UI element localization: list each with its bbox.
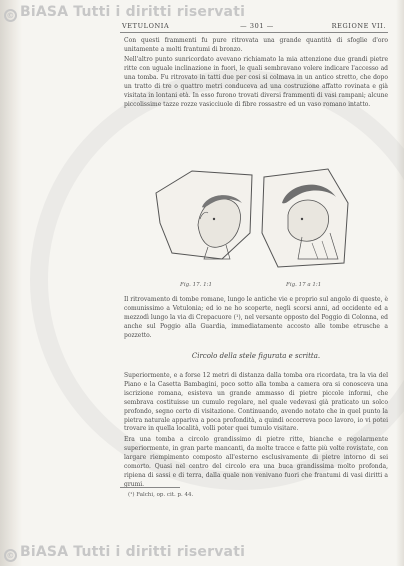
watermark-top-text: BiASA Tutti i diritti riservati [20,4,246,20]
header-right: REGIONE VII. [331,22,386,30]
footnote: (¹) Falchi, op. cit. p. 44. [128,492,194,498]
watermark-top [4,4,245,22]
header-left: VETULONIA [122,22,170,30]
fragment-left-image [156,171,252,259]
paragraph-1: Con questi frammenti fu pure ritrovata una grande quantità di sfoglie d'oro unitamente a molti frantumi di bronzo. [124,37,388,53]
paragraph-2: Nell'altro punto sunricordato avevano richiamato la mia attenzione due grandi pietre ritte con uguale inclinazione in fuori, le quali sembravano volere indicare l'accesso ad una tomba. Fu ritrovato in tatti due per cosi si colmava in un antico stretto, che dopo un tratto di tre o quattro metri conduceva ad una costruzione affatto rovinata e già visitata in lontani età. In esso furono trovati diversi frammenti di vasi rampani; alcune piccolissime tazze rozze vasicciuole di fibre rossastre ed un vaso romano intatto. [124,56,388,108]
section-heading: Circolo della stele figurata e scritta. [191,352,321,360]
page-binding-shadow [0,0,22,566]
header-rule [120,32,388,33]
page-number: — 301 — [240,22,274,30]
watermark-bottom-text: BiASA Tutti i diritti riservati [20,544,246,560]
figure-caption-2: Fig. 17 a 1:1 [286,282,322,288]
paragraph-4: Superiormente, e a forse 12 metri di distanza dalla tomba ora ricordata, tra la via del Piano e la Casetta Bambagini, poco sotto alla tomba a camera ora si conosceva una iscrizione romana, esisteva un grande ammasso di pietre piccole informi, che sembrava costituisse un cumulo regolare, nel quale vedevasi già praticato un solco profondo, segno certo di visitazione. Continuando, avendo notato che in quel punto la pietra naturale appariva a poca profondità, a quindi occorreva poco lavoro, io vi potei trovare in quella località, volli poter quei tumulo visitare. [124,372,388,433]
watermark-bottom [4,544,245,562]
page-edge-shadow [396,0,404,566]
vase-fragment-figure [152,163,352,273]
fragment-right-image [262,169,348,267]
biasa-logo-icon-bottom: © [4,549,17,562]
figure-caption-1: Fig. 17. 1:1 [180,282,212,288]
biasa-logo-icon: © [4,9,17,22]
footnote-rule [120,487,180,488]
running-header [122,22,386,32]
paragraph-3: Il ritrovamento di tombe romane, lungo le antiche vie e proprio sul angolo di queste, è comunissimo a Vetulonia; ed io ne ho scoperte, negli scorsi anni, ad occidente ed a mezzodì lungo la via di Crepacuore (¹), nel versante opposto del Poggio di Colonna, ed anche sul Poggio alla Guardia, immediatamente accosto alle tombe etrusche a pozzetto. [124,296,388,339]
paragraph-5: Era una tomba a circolo grandissimo di pietre ritte, bianche e regolarmente superiormente, in gran parte mancanti, da molte tracce e fatte più volte rovistate, con largare riempimento composto all'esterno esclusivamente di pietre intorno di sei comorto. Quasi nel centro del circolo era una buca grandissima molto profonda, ripiena di sassi e di terra, dalla quale non venivano fuori che frantumi di vasi diritti a grumi. [124,436,388,488]
